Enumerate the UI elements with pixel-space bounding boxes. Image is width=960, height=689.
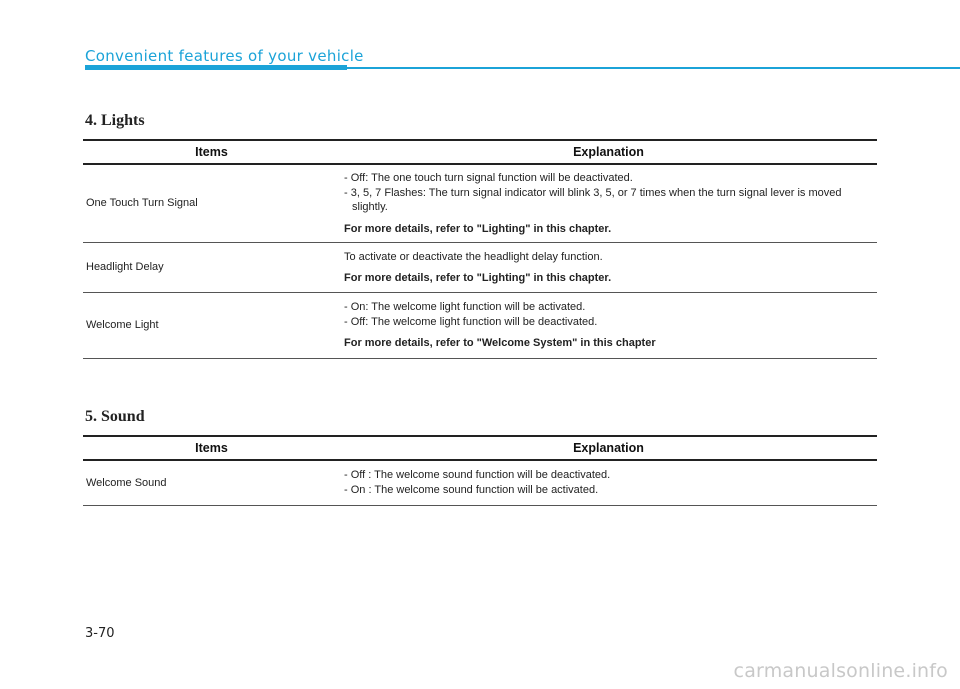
item-explanation [340,460,877,505]
item-explanation [340,164,877,243]
reference-note: For more details, refer to "Lighting" in this chapter. [344,272,612,284]
table-row [83,293,877,359]
explanation-line: - On: The welcome light function will be activated. [344,301,586,314]
watermark: carmanualsonline.info [733,660,948,682]
explanation-line: To activate or deactivate the headlight delay function. [344,250,603,263]
lights-header-explanation: Explanation [340,140,877,164]
explanation-line: - Off: The one touch turn signal function will be deactivated. [344,172,633,184]
table-row [83,460,877,505]
header-accent-bar [85,65,347,70]
table-row [83,243,877,293]
item-name: Headlight Delay [83,243,340,293]
explanation-line: - 3, 5, 7 Flashes: The turn signal indicator will blink 3, 5, or 7 times when the turn signal lever is moved slightly. [344,186,842,213]
chapter-title: Convenient features of your vehicle [85,47,364,65]
sound-header-explanation: Explanation [340,436,877,460]
sound-table [83,435,877,506]
item-explanation [340,243,877,293]
item-name: One Touch Turn Signal [83,164,340,243]
sound-header-items: Items [83,436,340,460]
lights-header-items: Items [83,140,340,164]
table-row [83,164,877,243]
item-name: Welcome Sound [83,460,340,505]
page-number: 3-70 [85,626,115,641]
sound-section-title: 5. Sound [85,408,145,425]
header-rule [347,67,960,69]
explanation-line: - Off: The welcome light function will be deactivated. [344,315,598,328]
item-name: Welcome Light [83,293,340,359]
reference-note: For more details, refer to "Welcome System" in this chapter [344,337,656,350]
reference-note: For more details, refer to "Lighting" in this chapter. [344,222,612,235]
lights-section-title: 4. Lights [85,112,145,129]
item-explanation [340,293,877,359]
lights-table [83,139,877,359]
explanation-line: - Off : The welcome sound function will be deactivated. [344,469,611,482]
page-header [85,45,960,71]
explanation-line: - On : The welcome sound function will be activated. [344,483,599,496]
